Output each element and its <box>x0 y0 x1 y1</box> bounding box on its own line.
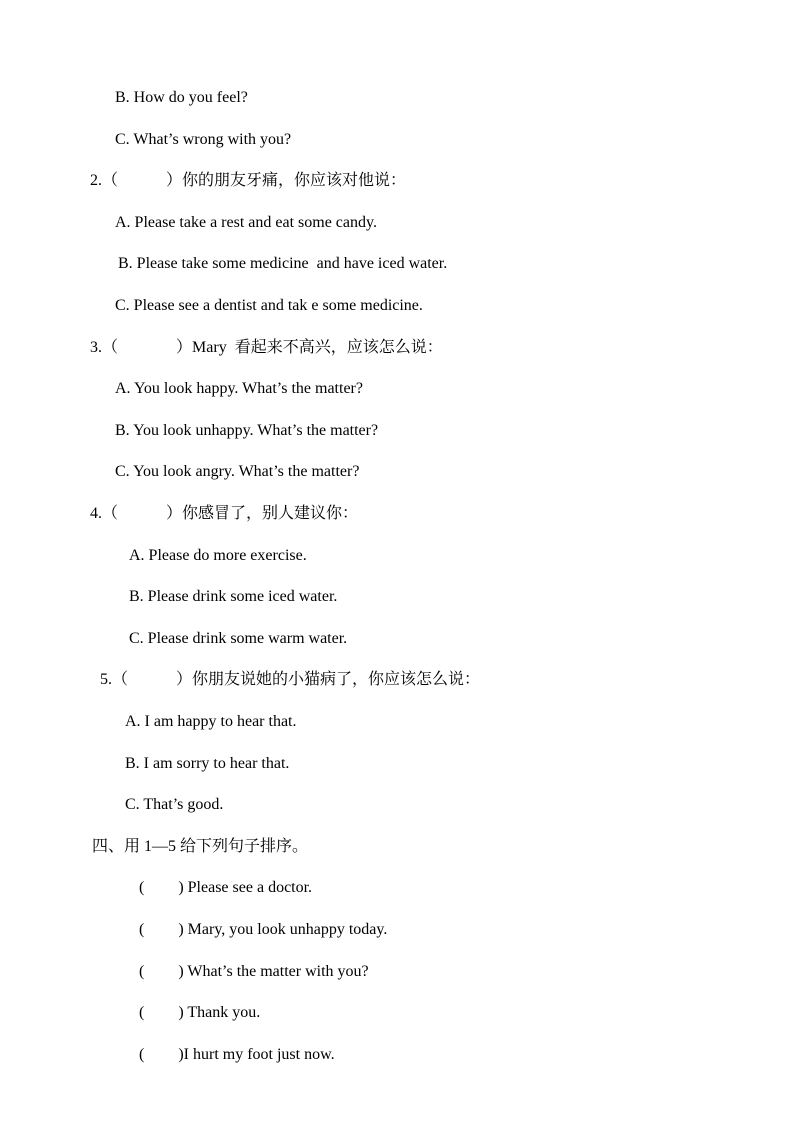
q4-stem <box>90 504 358 524</box>
order-item-1-close: ) <box>178 879 184 896</box>
order-item-2-close: ) <box>178 921 184 938</box>
q2-number: 2.（ <box>90 172 119 189</box>
q4-option-b: B. Please drink some iced water. <box>129 588 338 605</box>
q3-option-a: A. You look happy. What’s the matter? <box>115 380 363 397</box>
order-item-3 <box>139 962 369 982</box>
q3-number: 3.（ <box>90 339 119 356</box>
order-item-1-text: Please see a doctor. <box>183 879 313 896</box>
q4-number: 4.（ <box>90 505 119 522</box>
order-item-2-open: ( <box>139 921 145 938</box>
order-item-5-close: ) <box>178 1046 184 1063</box>
q5-option-a: A. I am happy to hear that. <box>125 713 297 730</box>
q4-option-c: C. Please drink some warm water. <box>129 630 348 647</box>
section4-heading: 四、用 1—5 给下列句子排序。 <box>92 838 309 855</box>
order-item-4-text: Thank you. <box>183 1004 261 1021</box>
order-item-4 <box>139 1003 260 1023</box>
q5-number: 5.（ <box>100 671 129 688</box>
q2-stem <box>90 171 406 191</box>
order-item-5 <box>139 1045 335 1065</box>
order-item-3-close: ) <box>178 963 184 980</box>
q3-stem <box>90 338 443 358</box>
q4-close: ） <box>166 505 183 522</box>
order-item-5-open: ( <box>139 1046 145 1063</box>
order-item-2-text: Mary, you look unhappy today. <box>183 921 388 938</box>
q4-option-a: A. Please do more exercise. <box>129 547 307 564</box>
order-item-1 <box>139 878 312 898</box>
q5-option-b: B. I am sorry to hear that. <box>125 755 290 772</box>
order-item-3-text: What’s the matter with you? <box>183 963 369 980</box>
q5-option-c: C. That’s good. <box>125 796 224 813</box>
order-item-3-open: ( <box>139 963 145 980</box>
q5-prompt: 你朋友说她的小猫病了，你应该怎么说： <box>192 671 481 688</box>
order-item-1-open: ( <box>139 879 145 896</box>
q4-prompt: 你感冒了，别人建议你： <box>182 505 359 522</box>
q2-option-b: B. Please take some medicine and have iced water. <box>118 255 448 272</box>
order-item-2 <box>139 920 387 940</box>
q2-prompt: 你的朋友牙痛，你应该对他说： <box>182 172 407 189</box>
q2-option-c: C. Please see a dentist and tak e some medicine. <box>115 297 423 314</box>
q1-option-b: B. How do you feel? <box>115 89 248 106</box>
q2-option-a: A. Please take a rest and eat some candy. <box>115 214 377 231</box>
q2-close: ） <box>166 172 183 189</box>
q1-option-c: C. What’s wrong with you? <box>115 131 292 148</box>
q5-close: ） <box>176 671 193 688</box>
order-item-4-open: ( <box>139 1004 145 1021</box>
order-item-5-text: I hurt my foot just now. <box>183 1046 335 1063</box>
q3-option-b: B. You look unhappy. What’s the matter? <box>115 422 379 439</box>
q5-stem <box>100 670 480 690</box>
q3-close: ） <box>176 339 193 356</box>
order-item-4-close: ) <box>178 1004 184 1021</box>
q3-prompt: Mary 看起来不高兴，应该怎么说： <box>192 339 443 356</box>
q3-option-c: C. You look angry. What’s the matter? <box>115 463 360 480</box>
